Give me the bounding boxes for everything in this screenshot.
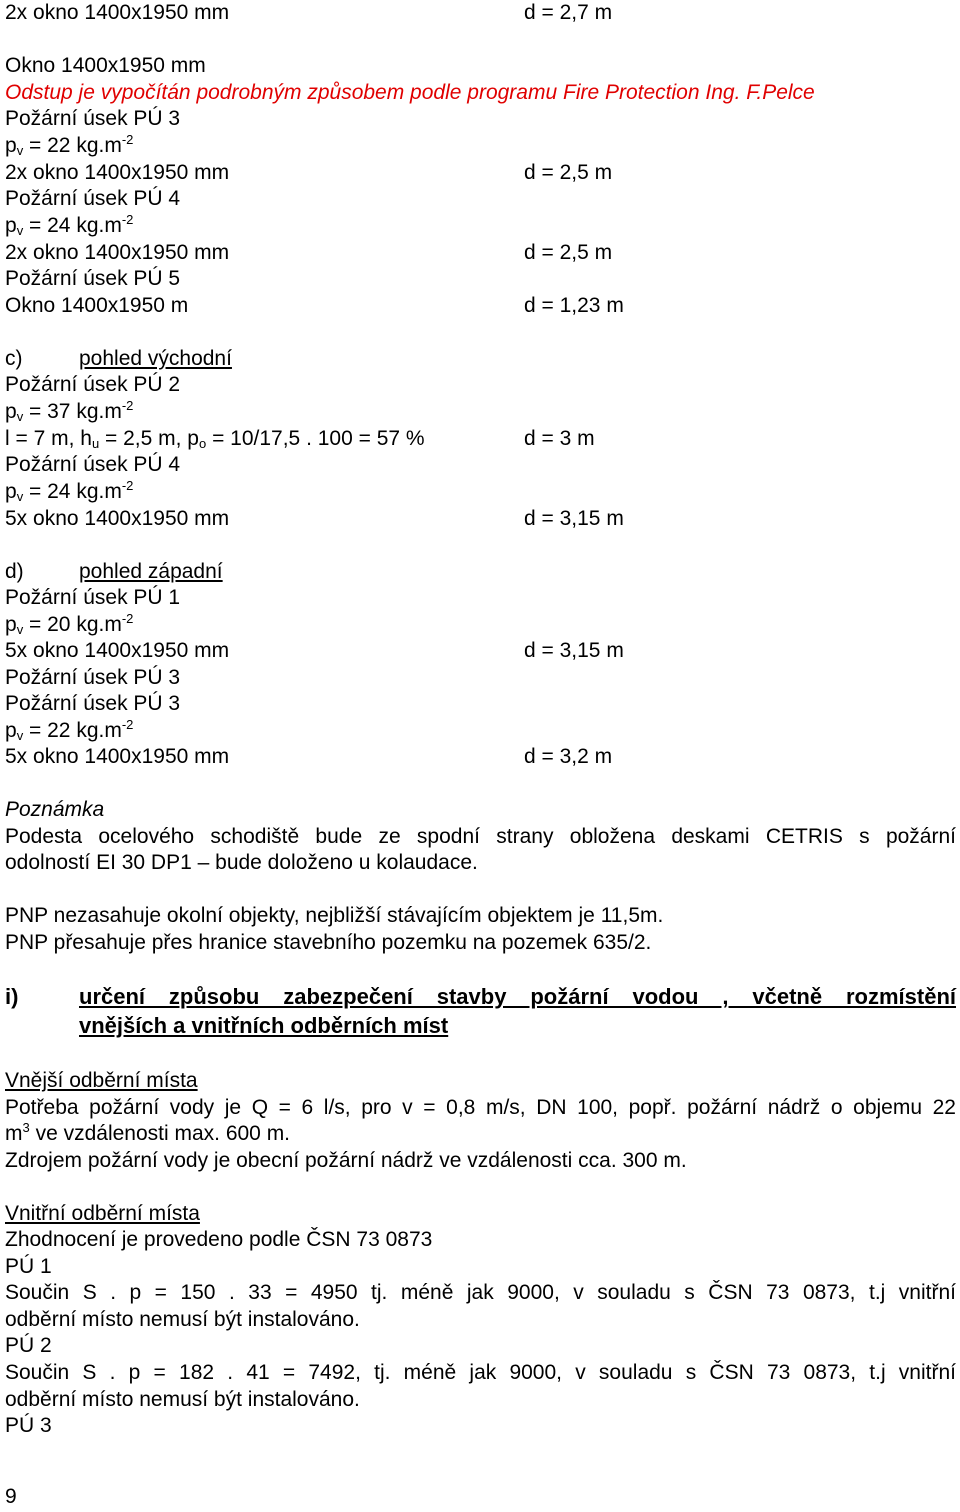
fire-load-exponent: -2 bbox=[121, 478, 134, 493]
formula-subscript: u bbox=[91, 436, 100, 451]
note-title: Poznámka bbox=[5, 798, 105, 821]
internal-text-line: Zhodnocení je provedeno podle ČSN 73 0873 bbox=[5, 1228, 433, 1251]
page-number: 9 bbox=[5, 1485, 17, 1508]
distance-value: d = 3,2 m bbox=[524, 745, 613, 768]
fire-load-value: = 20 kg.m bbox=[23, 613, 122, 636]
fire-load-value: = 22 kg.m bbox=[23, 719, 122, 742]
internal-text-line: odběrní místo nemusí být instalováno. bbox=[5, 1308, 360, 1331]
fire-section-label: PÚ 2 bbox=[5, 1334, 52, 1357]
fire-load-symbol: p bbox=[5, 214, 17, 237]
section-heading-i bbox=[5, 983, 956, 1011]
note-text-line: odolností EI 30 DP1 – bude doloženo u kolaudace. bbox=[5, 851, 478, 874]
subheading-external: Vnější odběrní místa bbox=[5, 1069, 198, 1092]
section-label: c) bbox=[5, 347, 23, 370]
fire-load-line bbox=[5, 399, 133, 425]
fire-section-line: Požární úsek PÚ 4 bbox=[5, 453, 181, 476]
section-label: d) bbox=[5, 560, 24, 583]
internal-text-line: Součin S . p = 150 . 33 = 4950 tj. méně jak 9000, v souladu s ČSN 73 0873, t.j vnitřní bbox=[5, 1281, 956, 1304]
distance-value: d = 2,5 m bbox=[524, 161, 613, 184]
fire-load-symbol: p bbox=[5, 719, 17, 742]
external-text-line: Potřeba požární vody je Q = 6 l/s, pro v = 0,8 m/s, DN 100, popř. požární nádrž o objemu 22 bbox=[5, 1096, 956, 1119]
fire-load-subscript: v bbox=[16, 223, 24, 238]
distance-value: d = 3,15 m bbox=[524, 507, 624, 530]
internal-text-line: Součin S . p = 182 . 41 = 7492, tj. méně jak 9000, v souladu s ČSN 73 0873, t.j vnitřní bbox=[5, 1361, 956, 1384]
pnp-statement: PNP přesahuje přes hranice stavebního pozemku na pozemek 635/2. bbox=[5, 931, 652, 954]
pnp-statement: PNP nezasahuje okolní objekty, nejbližší stávajícím objektem je 11,5m. bbox=[5, 904, 664, 927]
window-spec-line: 2x okno 1400x1950 mm bbox=[5, 161, 230, 184]
fire-load-line bbox=[5, 718, 133, 744]
fire-load-exponent: -2 bbox=[121, 611, 134, 626]
fire-load-subscript: v bbox=[16, 489, 24, 504]
fire-load-subscript: v bbox=[16, 622, 24, 637]
fire-section-line: Požární úsek PÚ 5 bbox=[5, 267, 181, 290]
formula-part: l = 7 m, h bbox=[5, 427, 92, 450]
fire-section-label: PÚ 1 bbox=[5, 1255, 52, 1278]
window-spec-line: 2x okno 1400x1950 mm bbox=[5, 1, 230, 24]
internal-text-line: odběrní místo nemusí být instalováno. bbox=[5, 1388, 360, 1411]
section-heading-c bbox=[5, 346, 232, 372]
fire-section-line: Požární úsek PÚ 3 bbox=[5, 692, 181, 715]
window-spec-line: Okno 1400x1950 mm bbox=[5, 54, 206, 77]
fire-load-exponent: -2 bbox=[121, 717, 134, 732]
fire-load-value: = 24 kg.m bbox=[23, 480, 122, 503]
fire-load-exponent: -2 bbox=[121, 212, 134, 227]
window-spec-line: Okno 1400x1950 m bbox=[5, 294, 189, 317]
fire-load-value: = 22 kg.m bbox=[23, 134, 122, 157]
distance-value: d = 3,15 m bbox=[524, 639, 624, 662]
section-title: pohled východní bbox=[79, 347, 232, 370]
fire-load-line bbox=[5, 213, 133, 239]
window-spec-line: 5x okno 1400x1950 mm bbox=[5, 745, 230, 768]
fire-section-line: Požární úsek PÚ 4 bbox=[5, 187, 181, 210]
distance-value: d = 3 m bbox=[524, 427, 595, 450]
unit-exponent: 3 bbox=[22, 1120, 30, 1135]
fire-load-symbol: p bbox=[5, 134, 17, 157]
section-title: pohled západní bbox=[79, 560, 223, 583]
fire-load-symbol: p bbox=[5, 613, 17, 636]
fire-section-line: Požární úsek PÚ 2 bbox=[5, 373, 181, 396]
section-label: i) bbox=[5, 984, 19, 1009]
fire-section-line: Požární úsek PÚ 3 bbox=[5, 107, 181, 130]
fire-load-subscript: v bbox=[16, 409, 24, 424]
section-heading-d bbox=[5, 559, 223, 585]
distance-value: d = 2,5 m bbox=[524, 241, 613, 264]
fire-load-symbol: p bbox=[5, 480, 17, 503]
section-title: určení způsobu zabezpečení stavby požární vodou , včetně rozmístění bbox=[79, 984, 956, 1009]
fire-load-subscript: v bbox=[16, 143, 24, 158]
subheading-internal: Vnitřní odběrní místa bbox=[5, 1202, 200, 1225]
external-text-line: Zdrojem požární vody je obecní požární nádrž ve vzdálenosti cca. 300 m. bbox=[5, 1149, 687, 1172]
fire-load-line bbox=[5, 133, 133, 159]
fire-section-line: Požární úsek PÚ 3 bbox=[5, 666, 181, 689]
fire-load-symbol: p bbox=[5, 400, 17, 423]
section-title-continued: vnějších a vnitřních odběrních míst bbox=[79, 1013, 449, 1038]
fire-load-value: = 24 kg.m bbox=[23, 214, 122, 237]
unit-part: m bbox=[5, 1122, 23, 1145]
note-text-line: Podesta ocelového schodiště bude ze spodní strany obložena deskami CETRIS s požární bbox=[5, 825, 956, 848]
window-spec-line: 2x okno 1400x1950 mm bbox=[5, 241, 230, 264]
text-part: ve vzdálenosti max. 600 m. bbox=[29, 1122, 291, 1145]
window-spec-line: 5x okno 1400x1950 mm bbox=[5, 639, 230, 662]
fire-load-exponent: -2 bbox=[121, 398, 134, 413]
external-text-line bbox=[5, 1121, 290, 1147]
fire-load-subscript: v bbox=[16, 728, 24, 743]
formula-part: = 2,5 m, p bbox=[99, 427, 199, 450]
fire-load-value: = 37 kg.m bbox=[23, 400, 122, 423]
fire-load-exponent: -2 bbox=[121, 132, 134, 147]
window-spec-line: 5x okno 1400x1950 mm bbox=[5, 507, 230, 530]
formula-subscript: o bbox=[199, 436, 207, 451]
fire-section-line: Požární úsek PÚ 1 bbox=[5, 586, 181, 609]
fire-section-label: PÚ 3 bbox=[5, 1414, 52, 1437]
distance-value: d = 2,7 m bbox=[524, 1, 613, 24]
fire-load-line bbox=[5, 479, 133, 505]
formula-part: = 10/17,5 . 100 = 57 % bbox=[206, 427, 425, 450]
calculation-note: Odstup je vypočítán podrobným způsobem podle programu Fire Protection Ing. F.Pelce bbox=[5, 81, 815, 104]
distance-value: d = 1,23 m bbox=[524, 294, 624, 317]
opening-calculation-line bbox=[5, 426, 425, 452]
fire-load-line bbox=[5, 612, 133, 638]
